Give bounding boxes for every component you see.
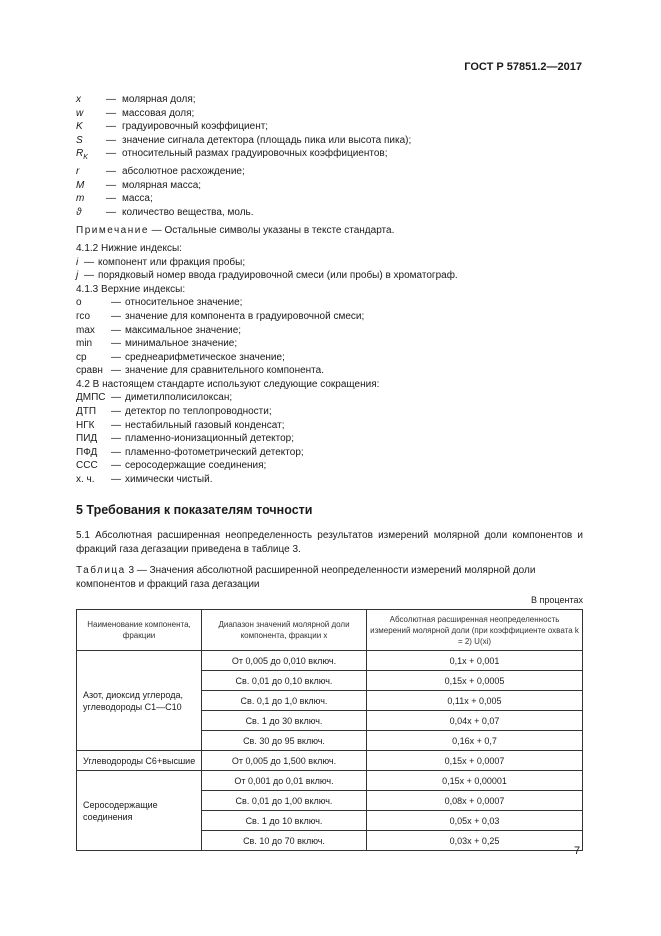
- list-item-dash: —: [111, 406, 121, 418]
- note-text: — Остальные символы указаны в тексте стандарта.: [148, 225, 395, 237]
- list-item-dash: —: [106, 94, 116, 105]
- list-item-text: химически чистый.: [125, 474, 213, 486]
- list-item: [76, 120, 583, 134]
- list-item-symbol: ср: [76, 351, 87, 363]
- list-item-text: среднеарифметическое значение;: [125, 351, 285, 363]
- paragraph-5-1: 5.1 Абсолютная расширенная неопределенность результатов измерений молярной доли компонентов и фракций газа дегазации приведена в таблице 3.: [76, 530, 583, 555]
- uncertainty-cell: 0,15x + 0,00001: [367, 771, 583, 791]
- accuracy-table: [76, 609, 583, 851]
- list-item-symbol: R: [76, 148, 84, 160]
- list-item-text: значение для сравнительного компонента.: [125, 365, 324, 377]
- uncertainty-cell: 0,08x + 0,0007: [367, 791, 583, 811]
- list-item: [76, 473, 583, 487]
- list-item: [76, 446, 583, 460]
- lower-indices-list: [76, 256, 583, 283]
- list-item-symbol: S: [76, 134, 83, 146]
- list-item: [76, 256, 583, 270]
- list-item-symbol: x: [76, 94, 81, 105]
- list-item-text: детектор по теплопроводности;: [125, 406, 272, 418]
- list-item-dash: —: [106, 165, 116, 177]
- list-item-dash: —: [106, 121, 116, 133]
- list-item: [76, 165, 583, 179]
- header-component: Наименование компонента, фракции: [77, 610, 202, 651]
- uncertainty-cell: 0,04x + 0,07: [367, 711, 583, 731]
- range-cell: Св. 1 до 10 включ.: [202, 811, 367, 831]
- abbreviations-list: [76, 391, 583, 486]
- list-item: [76, 432, 583, 446]
- list-item-symbol: ϑ: [76, 206, 82, 218]
- table-row: [77, 751, 583, 771]
- list-item: [76, 147, 583, 165]
- note-label: Примечание: [76, 225, 149, 237]
- list-item-symbol: сравн: [76, 365, 103, 377]
- range-cell: Св. 0,01 до 0,10 включ.: [202, 671, 367, 691]
- list-item: [76, 310, 583, 324]
- abbreviations-title: 4.2 В настоящем стандарте используют следующие сокращения:: [76, 378, 380, 390]
- range-cell: От 0,005 до 0,010 включ.: [202, 651, 367, 671]
- table-caption-text: 3 — Значения абсолютной расширенной неопределенности измерений молярной доли компонентов и фракций газа дегазации: [76, 565, 536, 590]
- list-item: [76, 364, 583, 378]
- group-3-name: Серосодержащие соединения: [77, 771, 202, 851]
- list-item: [76, 206, 583, 220]
- list-item: [76, 324, 583, 338]
- table-unit: В процентах: [531, 594, 583, 605]
- list-item-symbol: ПИД: [76, 433, 98, 445]
- list-item-dash: —: [111, 297, 121, 309]
- list-item: [76, 192, 583, 206]
- list-item-symbol: х. ч.: [76, 474, 95, 486]
- list-item-dash: —: [111, 310, 121, 322]
- page-content: [76, 93, 583, 851]
- list-item-text: пламенно-фотометрический детектор;: [125, 446, 304, 458]
- uncertainty-cell: 0,15x + 0,0005: [367, 671, 583, 691]
- uncertainty-cell: 0,05x + 0,03: [367, 811, 583, 831]
- list-item: [76, 351, 583, 365]
- list-item-text: серосодержащие соединения;: [125, 460, 267, 472]
- section-title: 5 Требования к показателям точности: [76, 502, 313, 517]
- list-item-dash: —: [111, 324, 121, 336]
- list-item-symbol: ДМПС: [76, 392, 106, 404]
- list-item-text: максимальное значение;: [125, 324, 242, 336]
- list-item-dash: —: [111, 474, 121, 486]
- list-item-symbol: ПФД: [76, 446, 98, 458]
- list-item-dash: —: [106, 206, 116, 218]
- list-item-dash: —: [111, 446, 121, 458]
- header-uncertainty: Абсолютная расширенная неопределенность измерений молярной доли (при коэффициенте охвата k = 2) U(xi): [367, 610, 583, 651]
- symbol-list: [76, 93, 583, 219]
- list-item-symbol: ССС: [76, 460, 98, 472]
- range-cell: Св. 1 до 30 включ.: [202, 711, 367, 731]
- list-item: [76, 405, 583, 419]
- list-item-text: пламенно-ионизационный детектор;: [125, 433, 295, 445]
- list-item-text: минимальное значение;: [125, 338, 238, 350]
- uncertainty-cell: 0,16x + 0,7: [367, 731, 583, 751]
- list-item-symbol: min: [76, 338, 93, 350]
- list-item-symbol-wrap: [76, 147, 106, 165]
- list-item-dash: —: [106, 148, 116, 160]
- list-item-symbol: i: [76, 256, 79, 268]
- list-item-text: молярная доля;: [122, 94, 196, 105]
- list-item: [76, 296, 583, 310]
- list-item: [76, 179, 583, 193]
- document-header: ГОСТ Р 57851.2—2017: [464, 61, 582, 73]
- list-item-text: диметилполисилоксан;: [125, 392, 233, 404]
- list-item-dash: —: [106, 179, 116, 191]
- list-item-symbol: r: [76, 165, 80, 177]
- list-item: [76, 337, 583, 351]
- list-item-symbol: w: [76, 107, 84, 119]
- table-row: [77, 651, 583, 671]
- list-item-text: компонент или фракция пробы;: [98, 256, 246, 268]
- list-item-dash: —: [106, 107, 116, 119]
- range-cell: От 0,005 до 1,500 включ.: [202, 751, 367, 771]
- list-item-symbol: M: [76, 179, 85, 191]
- range-cell: Св. 0,1 до 1,0 включ.: [202, 691, 367, 711]
- list-item: [76, 419, 583, 433]
- range-cell: Св. 10 до 70 включ.: [202, 831, 367, 851]
- uncertainty-cell: 0,1x + 0,001: [367, 651, 583, 671]
- list-item-dash: —: [106, 193, 116, 205]
- header-range: Диапазон значений молярной доли компонента, фракции x: [202, 610, 367, 651]
- note: [76, 224, 583, 238]
- table-caption: [76, 564, 583, 591]
- uncertainty-cell: 0,15x + 0,0007: [367, 751, 583, 771]
- list-item-dash: —: [106, 134, 116, 146]
- list-item-dash: —: [111, 365, 121, 377]
- list-item-text: масса;: [122, 193, 153, 205]
- list-item-symbol: ДТП: [76, 406, 97, 418]
- list-item-text: молярная масса;: [122, 179, 202, 191]
- upper-indices-list: [76, 296, 583, 378]
- table-header-row: [77, 610, 583, 651]
- table-label: Таблица: [76, 565, 126, 577]
- uncertainty-cell: 0,03x + 0,25: [367, 831, 583, 851]
- list-item-symbol: j: [76, 270, 79, 282]
- list-item: [76, 391, 583, 405]
- list-item-symbol: НГК: [76, 419, 95, 431]
- list-item-text: значение сигнала детектора (площадь пика или высота пика);: [122, 134, 412, 146]
- range-cell: От 0,001 до 0,01 включ.: [202, 771, 367, 791]
- list-item: [76, 93, 583, 107]
- uncertainty-cell: 0,11x + 0,005: [367, 691, 583, 711]
- list-item-text: нестабильный газовый конденсат;: [125, 419, 285, 431]
- lower-indices-title: 4.1.2 Нижние индексы:: [76, 242, 182, 254]
- list-item-dash: —: [84, 270, 94, 282]
- list-item-text: относительное значение;: [125, 297, 243, 309]
- list-item-text: порядковый номер ввода градуировочной смеси (или пробы) в хроматограф.: [98, 270, 458, 282]
- list-item-text: абсолютное расхождение;: [122, 165, 245, 177]
- list-item-text: количество вещества, моль.: [122, 206, 254, 218]
- table-row: [77, 771, 583, 791]
- list-item-symbol-sub: K: [83, 154, 88, 162]
- range-cell: Св. 0,01 до 1,00 включ.: [202, 791, 367, 811]
- list-item-symbol: m: [76, 193, 85, 205]
- upper-indices-title: 4.1.3 Верхние индексы:: [76, 283, 186, 295]
- range-cell: Св. 30 до 95 включ.: [202, 731, 367, 751]
- list-item-symbol: K: [76, 121, 83, 133]
- list-item-dash: —: [84, 256, 94, 268]
- list-item-symbol: о: [76, 297, 82, 309]
- list-item-dash: —: [111, 433, 121, 445]
- list-item: [76, 269, 583, 283]
- list-item-dash: —: [111, 460, 121, 472]
- list-item: [76, 459, 583, 473]
- list-item-text: значение для компонента в градуировочной смеси;: [125, 310, 365, 322]
- list-item-text: относительный размах градуировочных коэффициентов;: [122, 148, 388, 160]
- list-item-dash: —: [111, 419, 121, 431]
- list-item-dash: —: [111, 392, 121, 404]
- list-item-dash: —: [111, 351, 121, 363]
- list-item: [76, 107, 583, 121]
- list-item-symbol: max: [76, 324, 95, 336]
- list-item-dash: —: [111, 338, 121, 350]
- list-item-symbol: гсо: [76, 310, 91, 322]
- group-1-name: Азот, диоксид углерода, углеводороды C1—C10: [77, 651, 202, 751]
- page-number: 7: [574, 845, 581, 857]
- list-item-text: градуировочный коэффициент;: [122, 121, 269, 133]
- list-item: [76, 134, 583, 148]
- list-item-text: массовая доля;: [122, 107, 195, 119]
- group-2-name: Углеводороды C6+высшие: [77, 751, 202, 771]
